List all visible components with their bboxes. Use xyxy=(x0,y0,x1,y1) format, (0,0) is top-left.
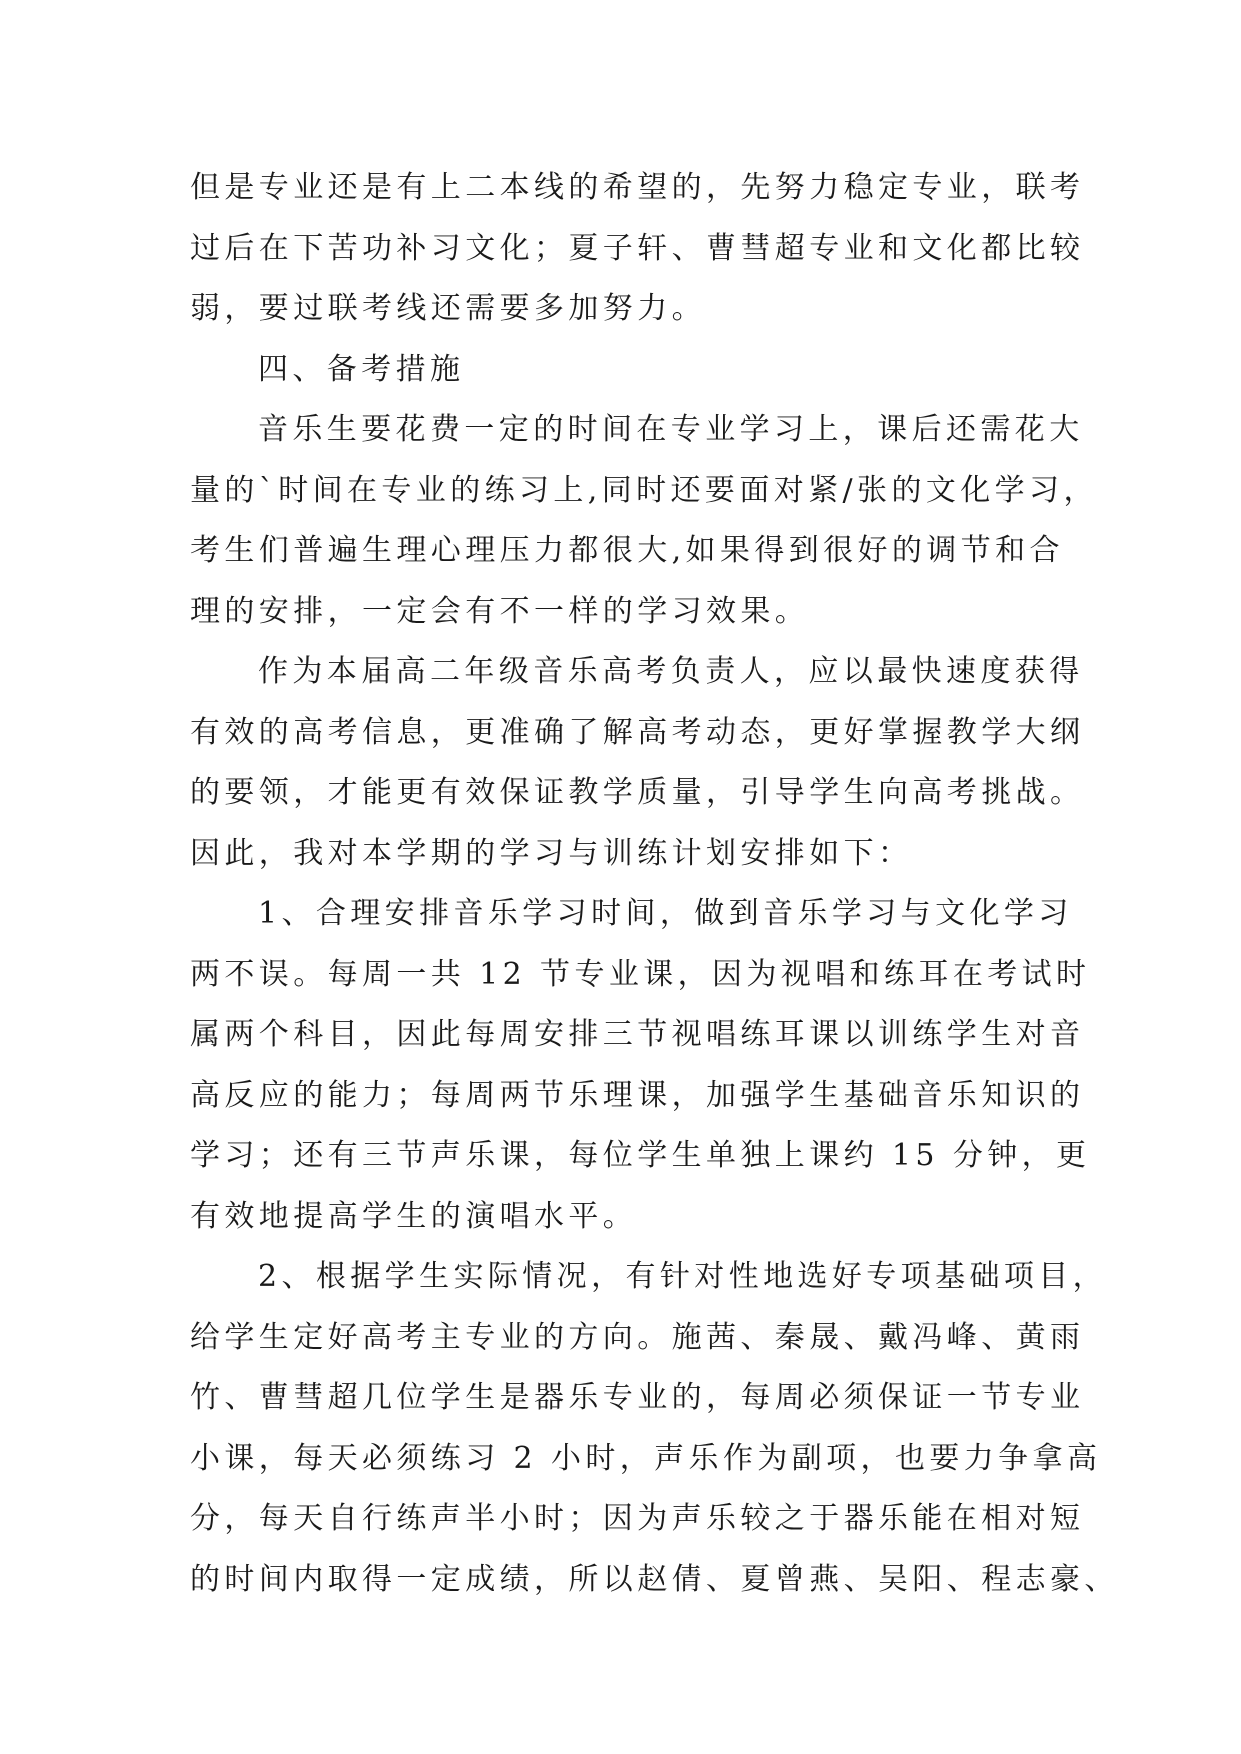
text-line: 过后在下苦功补习文化；夏子轩、曹彗超专业和文化都比较 xyxy=(190,230,1085,266)
document-body xyxy=(190,158,1119,1610)
text-line: 小课，每天必须练习 2 小时，声乐作为副项，也要力争拿高 xyxy=(190,1440,1102,1476)
text-line: 有效地提高学生的演唱水平。 xyxy=(190,1198,638,1234)
text-line: 但是专业还是有上二本线的希望的，先努力稳定专业，联考 xyxy=(190,170,1085,205)
text-line: 量的`时间在专业的练习上,同时还要面对紧/张的文化学习， xyxy=(190,472,1098,508)
text-line: 音乐生要花费一定的时间在专业学习上，课后还需花大 xyxy=(258,412,1084,447)
text-line: 有效的高考信息，更准确了解高考动态，更好掌握教学大纲 xyxy=(190,714,1085,750)
text-line: 的要领，才能更有效保证教学质量，引导学生向高考挑战。 xyxy=(190,775,1085,810)
text-line: 理的安排，一定会有不一样的学习效果。 xyxy=(190,593,810,629)
text-line: 弱，要过联考线还需要多加努力。 xyxy=(190,291,706,326)
text-line: 两不误。每周一共 12 节专业课，因为视唱和练耳在考试时 xyxy=(190,956,1091,992)
text-line: 的时间内取得一定成绩，所以赵倩、夏曾燕、吴阳、程志豪、 xyxy=(190,1561,1119,1597)
text-line: 考生们普遍生理心理压力都很大,如果得到很好的调节和合 xyxy=(190,533,1064,568)
text-line: 作为本届高二年级音乐高考负责人，应以最快速度获得 xyxy=(258,654,1084,689)
text-line: 属两个科目，因此每周安排三节视唱练耳课以训练学生对音 xyxy=(190,1017,1085,1052)
text-line: 分，每天自行练声半小时；因为声乐较之于器乐能在相对短 xyxy=(190,1501,1085,1536)
text-line: 给学生定好高考主专业的方向。施茜、秦晟、戴冯峰、黄雨 xyxy=(190,1319,1085,1355)
text-line: 竹、曹彗超几位学生是器乐专业的，每周必须保证一节专业 xyxy=(190,1380,1085,1415)
text-line: 四、备考措施 xyxy=(258,351,465,387)
text-line: 1、合理安排音乐学习时间，做到音乐学习与文化学习 xyxy=(258,896,1073,931)
text-line: 因此，我对本学期的学习与训练计划安排如下： xyxy=(190,835,913,871)
text-line: 2、根据学生实际情况，有针对性地选好专项基础项目， xyxy=(258,1259,1108,1294)
text-line: 学习；还有三节声乐课，每位学生单独上课约 15 分钟，更 xyxy=(190,1138,1091,1173)
text-line: 高反应的能力；每周两节乐理课，加强学生基础音乐知识的 xyxy=(190,1077,1085,1113)
